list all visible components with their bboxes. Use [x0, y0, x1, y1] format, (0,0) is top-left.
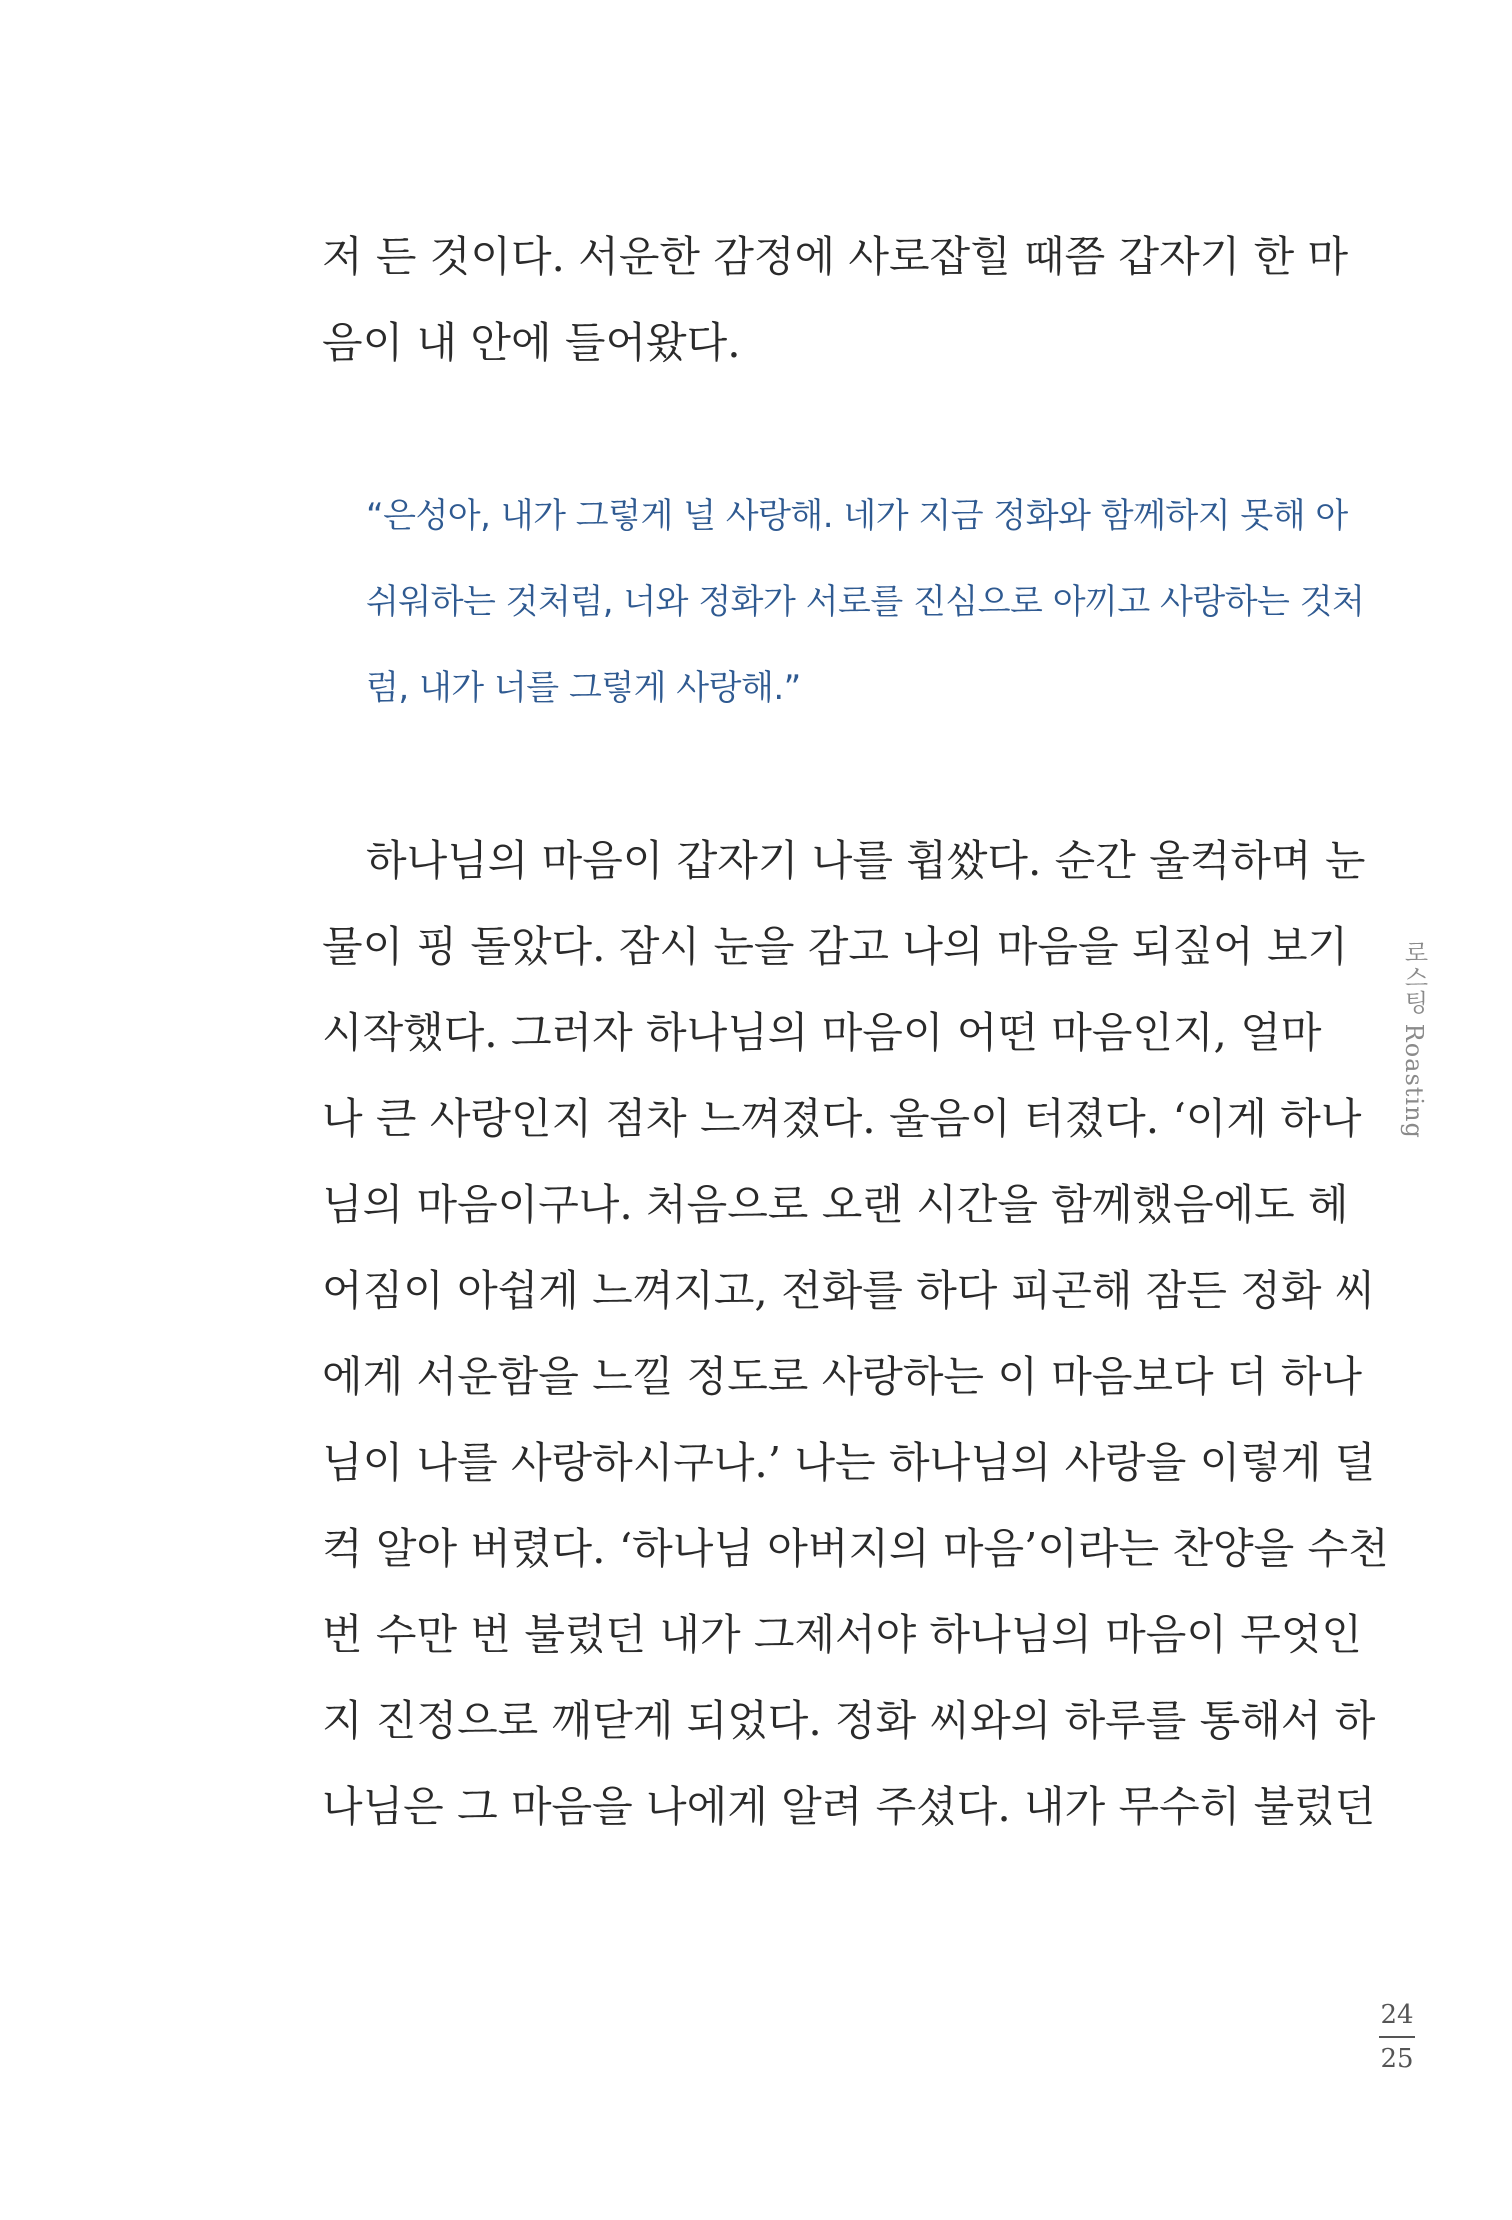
- body-line: 번 수만 번 불렀던 내가 그제서야 하나님의 마음이 무엇인: [322, 1610, 1362, 1659]
- body-line: 나 큰 사랑인지 점차 느껴졌다. 울음이 터졌다. ‘이게 하나: [322, 1094, 1362, 1143]
- page-number-left: 24: [1380, 2000, 1414, 2030]
- body-line: 어짐이 아쉽게 느껴지고, 전화를 하다 피곤해 잠든 정화 씨: [322, 1266, 1376, 1315]
- body-line: 저 든 것이다. 서운한 감정에 사로잡힐 때쯤 갑자기 한 마: [322, 232, 1349, 281]
- body-line: 님의 마음이구나. 처음으로 오랜 시간을 함께했음에도 헤: [322, 1180, 1349, 1229]
- body-line: 물이 핑 돌았다. 잠시 눈을 감고 나의 마음을 되짚어 보기: [322, 922, 1349, 971]
- body-line: 시작했다. 그러자 하나님의 마음이 어떤 마음인지, 얼마: [322, 1008, 1322, 1057]
- quote-line: 럼, 내가 너를 그렇게 사랑해.”: [366, 668, 801, 708]
- body-line: 님이 나를 사랑하시구나.’ 나는 하나님의 사랑을 이렇게 덜: [322, 1438, 1376, 1487]
- body-line: 에게 서운함을 느낄 정도로 사랑하는 이 마음보다 더 하나: [322, 1352, 1362, 1401]
- quote-line: 쉬워하는 것처럼, 너와 정화가 서로를 진심으로 아끼고 사랑하는 것처: [366, 582, 1365, 622]
- page-number: [1372, 2000, 1422, 2074]
- running-head: 로스팅 Roasting: [1400, 940, 1428, 1139]
- body-line: 지 진정으로 깨닫게 되었다. 정화 씨와의 하루를 통해서 하: [322, 1696, 1376, 1745]
- body-line: 하나님의 마음이 갑자기 나를 휩쌌다. 순간 울컥하며 눈: [366, 836, 1366, 885]
- quote-line: “은성아, 내가 그렇게 널 사랑해. 네가 지금 정화와 함께하지 못해 아: [366, 496, 1348, 536]
- body-line: 나님은 그 마음을 나에게 알려 주셨다. 내가 무수히 불렀던: [322, 1782, 1376, 1831]
- body-line: 음이 내 안에 들어왔다.: [322, 318, 741, 367]
- page-number-right: 25: [1380, 2044, 1414, 2074]
- body-line: 컥 알아 버렸다. ‘하나님 아버지의 마음’이라는 찬양을 수천: [322, 1524, 1389, 1573]
- page-number-divider: [1379, 2036, 1415, 2038]
